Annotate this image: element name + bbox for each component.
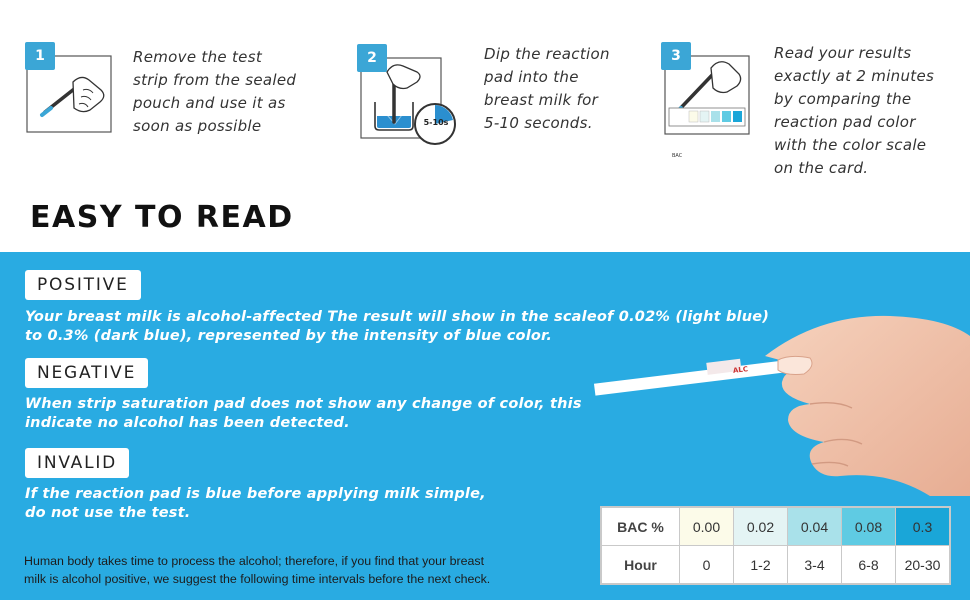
step-3-line: on the card. [774, 159, 869, 177]
timer-label: 5-10s [423, 118, 449, 127]
step-1-line: Remove the test [133, 48, 263, 66]
hour-cell: 6-8 [842, 546, 896, 584]
step-3-line: exactly at 2 minutes [774, 67, 935, 85]
hour-row [602, 546, 950, 584]
negative-line: When strip saturation pad does not show any change of color, this [25, 396, 582, 412]
strip-label: ALC [732, 365, 749, 375]
negative-description [25, 395, 582, 433]
step-3-badge: 3 [661, 42, 691, 70]
step-1-text [133, 46, 296, 138]
note-line: milk is alcohol positive, we suggest the following time intervals before the next check. [24, 572, 491, 586]
negative-line: indicate no alcohol has been detected. [25, 415, 350, 431]
step-2-icon [357, 44, 457, 139]
bac-cell: 0.08 [842, 508, 896, 546]
step-3-line: Read your results [774, 44, 912, 62]
step-3-line: reaction pad color [774, 113, 916, 131]
bac-hour-table [601, 507, 950, 584]
step-1-line: pouch and use it as [133, 94, 286, 112]
bac-cell: 0.02 [734, 508, 788, 546]
page-title: EASY TO READ [30, 200, 294, 235]
positive-line: to 0.3% (dark blue), represented by the intensity of blue color. [25, 328, 553, 344]
step-1-line: strip from the sealed [133, 71, 297, 89]
hour-cell: 1-2 [734, 546, 788, 584]
step-3-icon [661, 42, 751, 159]
step-1-line: soon as possible [133, 117, 262, 135]
positive-line: Your breast milk is alcohol-affected The result will show in the scaleof 0.02% (light blue) [25, 309, 770, 325]
step-3-line: with the color scale [774, 136, 927, 154]
bac-cell: 0.3 [896, 508, 950, 546]
step-2-line: 5-10 seconds. [484, 114, 593, 132]
positive-description [25, 308, 769, 346]
bac-row [602, 508, 950, 546]
card-label: BAC [672, 153, 683, 159]
step-2-badge: 2 [357, 44, 387, 72]
negative-label: NEGATIVE [25, 358, 148, 388]
note-line: Human body takes time to process the alcohol; therefore, if you find that your breast [24, 554, 485, 568]
hour-cell: 3-4 [788, 546, 842, 584]
hour-cell: 0 [680, 546, 734, 584]
invalid-label: INVALID [25, 448, 129, 478]
step-2-line: Dip the reaction [484, 45, 610, 63]
step-1-badge: 1 [25, 42, 55, 70]
invalid-line: If the reaction pad is blue before applying milk simple, [25, 486, 486, 502]
invalid-description [25, 485, 486, 523]
invalid-line: do not use the test. [25, 505, 191, 521]
step-3-line: by comparing the [774, 90, 912, 108]
step-2-line: pad into the [484, 68, 579, 86]
bac-row-header: BAC % [602, 508, 680, 546]
step-2-text [484, 43, 610, 135]
bac-cell: 0.04 [788, 508, 842, 546]
bac-cell: 0.00 [680, 508, 734, 546]
hour-row-header: Hour [602, 546, 680, 584]
hour-cell: 20-30 [896, 546, 950, 584]
step-1-icon [25, 42, 115, 137]
positive-label: POSITIVE [25, 270, 141, 300]
time-interval-note [24, 552, 490, 588]
step-2-line: breast milk for [484, 91, 599, 109]
step-3-text [774, 42, 934, 180]
